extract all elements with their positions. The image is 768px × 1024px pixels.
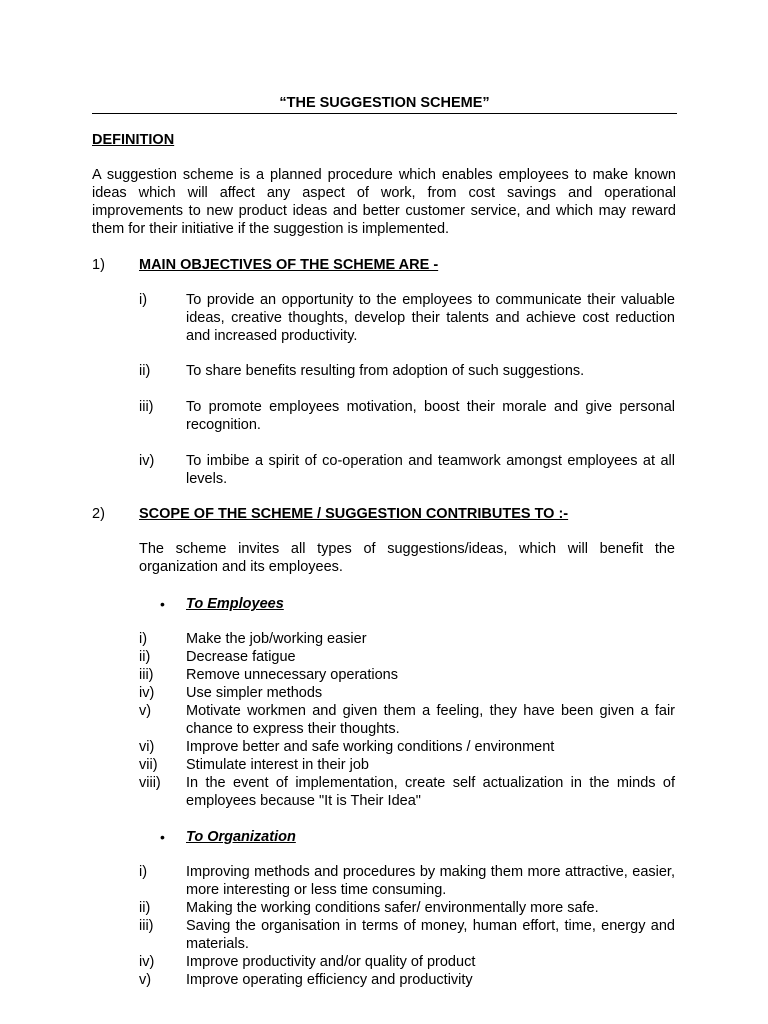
list-item-text: Improving methods and procedures by making them more attractive, easier, more interesting or less time consuming. [186, 864, 675, 898]
objective-text: To promote employees motivation, boost their morale and give personal recognition. [186, 399, 675, 433]
objective-text: To share benefits resulting from adoption of such suggestions. [186, 363, 585, 379]
list-item-number: iii) [139, 667, 154, 683]
list-item-text: Use simpler methods [186, 685, 323, 701]
list-item-number: viii) [139, 775, 161, 791]
list-item-number: iv) [139, 954, 155, 970]
list-item-text: Improve better and safe working conditions / environment [186, 739, 555, 755]
list-item-text: Decrease fatigue [186, 649, 296, 665]
list-item-text: Saving the organisation in terms of money, human effort, time, energy and materials. [186, 918, 675, 952]
list-item [139, 684, 675, 702]
employees-heading: To Employees [186, 596, 284, 612]
list-item [139, 774, 675, 810]
section-2-heading: SCOPE OF THE SCHEME / SUGGESTION CONTRIBUTES TO :- [139, 506, 569, 522]
section-2-intro: The scheme invites all types of suggestions/ideas, which will benefit the organization and its employees. [139, 541, 675, 575]
list-item-number: iii) [139, 918, 154, 934]
list-item-number: iv) [139, 685, 155, 701]
section-1-heading: MAIN OBJECTIVES OF THE SCHEME ARE - [139, 257, 439, 273]
list-item [139, 863, 675, 899]
definition-paragraph: A suggestion scheme is a planned procedure which enables employees to make known ideas which will affect any aspect of work, from cost savings and operational improvements to new product ideas and better customer service, and which may reward them for their initiative if the suggestion is implemented. [92, 167, 676, 237]
list-item-number: v) [139, 972, 152, 988]
list-item-number: i) [139, 864, 148, 880]
list-item [139, 738, 675, 756]
definition-heading: DEFINITION [92, 132, 175, 148]
list-item-number: i) [139, 631, 148, 647]
list-item-text: Make the job/working easier [186, 631, 367, 647]
list-item [139, 648, 675, 666]
list-item [139, 756, 675, 774]
list-item [139, 953, 675, 971]
list-item-text: In the event of implementation, create self actualization in the minds of employees because "It is Their Idea" [186, 775, 675, 809]
list-item-number: v) [139, 703, 152, 719]
list-item-number: vii) [139, 757, 158, 773]
list-item-text: Improve operating efficiency and productivity [186, 972, 473, 988]
employees-list [139, 630, 675, 810]
list-item [139, 630, 675, 648]
organization-list [139, 863, 675, 989]
list-item-text: Improve productivity and/or quality of product [186, 954, 476, 970]
objective-text: To imbibe a spirit of co-operation and teamwork amongst employees at all levels. [186, 453, 675, 487]
list-item-text: Stimulate interest in their job [186, 757, 369, 773]
objective-number: iii) [139, 399, 154, 415]
organization-heading: To Organization [186, 829, 296, 845]
list-item-text: Remove unnecessary operations [186, 667, 398, 683]
list-item [139, 899, 675, 917]
list-item-number: vi) [139, 739, 155, 755]
list-item [139, 917, 675, 953]
document-title: “THE SUGGESTION SCHEME” [279, 95, 490, 111]
section-2-number: 2) [92, 506, 105, 522]
objective-number: ii) [139, 363, 151, 379]
section-1-number: 1) [92, 257, 105, 273]
list-item-number: ii) [139, 649, 151, 665]
list-item-text: Making the working conditions safer/ environmentally more safe. [186, 900, 599, 916]
objective-text: To provide an opportunity to the employees to communicate their valuable ideas, creative thoughts, develop their talents and achieve cost reduction and increased productivity. [186, 292, 675, 344]
bullet-icon: • [160, 829, 165, 845]
list-item [139, 971, 675, 989]
title-underline-rule [92, 113, 677, 114]
list-item-number: ii) [139, 900, 151, 916]
objective-number: i) [139, 292, 148, 308]
list-item [139, 666, 675, 684]
list-item [139, 702, 675, 738]
bullet-icon: • [160, 596, 165, 612]
list-item-text: Motivate workmen and given them a feeling, they have been given a fair chance to express their thoughts. [186, 703, 675, 737]
objective-number: iv) [139, 453, 155, 469]
